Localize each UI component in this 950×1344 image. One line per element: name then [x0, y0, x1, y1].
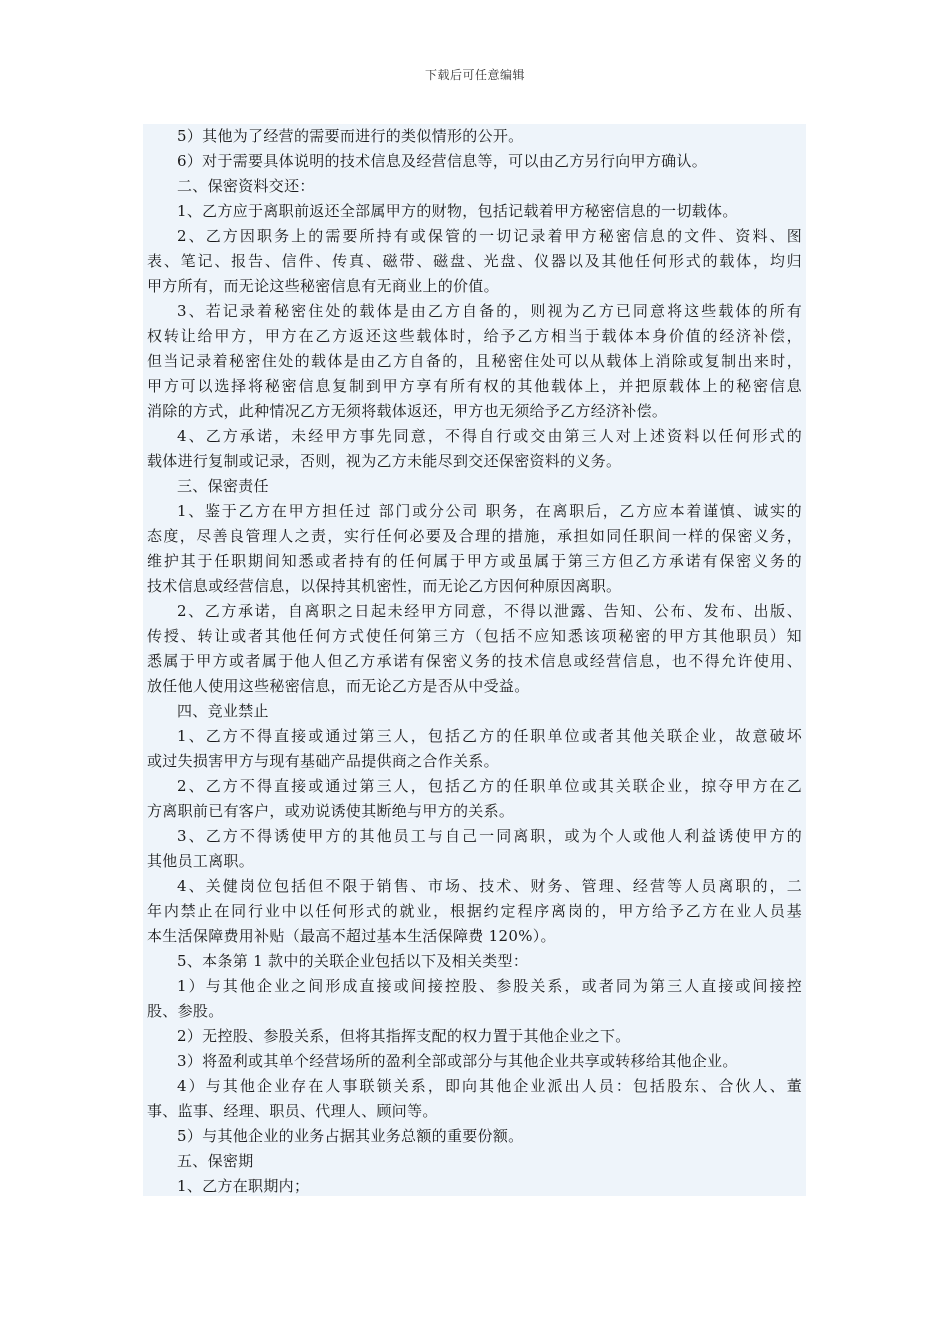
text-line: 5）与其他企业的业务占据其业务总额的重要份额。: [177, 1127, 524, 1145]
text-line: 本生活保障费用补贴（最高不超过基本生活保障费 120%）。: [147, 927, 556, 945]
text-line: 技术信息或经营信息，以保持其机密性，而无论乙方因何种原因离职。: [147, 577, 622, 595]
text-line: 悉属于甲方或者属于他人但乙方承诺有保密义务的技术信息或经营信息，也不得允许使用、: [147, 652, 802, 670]
text-line: 4、乙方承诺，未经甲方事先同意，不得自行或交由第三人对上述资料以任何形式的: [177, 427, 802, 445]
text-line: 1）与其他企业之间形成直接或间接控股、参股关系，或者同为第三人直接或间接控: [177, 977, 802, 995]
text-line: 传授、转让或者其他任何方式使任何第三方（包括不应知悉该项秘密的甲方其他职员）知: [147, 627, 802, 645]
text-line: 年内禁止在同行业中以任何形式的就业，根据约定程序离岗的，甲方给予乙方在业人员基: [147, 902, 802, 920]
text-line: 二、保密资料交还：: [177, 177, 315, 195]
text-line: 但当记录着秘密住处的载体是由乙方自备的，且秘密住处可以从载体上消除或复制出来时，: [147, 352, 802, 370]
text-line: 表、笔记、报告、信件、传真、磁带、磁盘、光盘、仪器以及其他任何形式的载体，均归: [147, 252, 802, 270]
text-line: 消除的方式，此种情况乙方无须将载体返还，甲方也无须给予乙方经济补偿。: [147, 402, 668, 420]
text-line: 甲方可以选择将秘密信息复制到甲方享有所有权的其他载体上，并把原载体上的秘密信息: [147, 377, 802, 395]
text-line: 3）将盈利或其单个经营场所的盈利全部或部分与其他企业共享或转移给其他企业。: [177, 1052, 738, 1070]
text-line: 事、监事、经理、职员、代理人、顾问等。: [147, 1102, 438, 1120]
text-line: 2、乙方不得直接或通过第三人，包括乙方的任职单位或其关联企业，掠夺甲方在乙: [177, 777, 802, 795]
text-line: 态度，尽善良管理人之责，实行任何必要及合理的措施，承担如同任职间一样的保密义务，: [147, 527, 802, 545]
text-line: 或过失损害甲方与现有基础产品提供商之合作关系。: [147, 752, 499, 770]
text-line: 三、保密责任: [177, 477, 269, 495]
text-line: 五、保密期: [177, 1152, 254, 1170]
text-line: 其他员工离职。: [147, 852, 255, 870]
text-line: 6）对于需要具体说明的技术信息及经营信息等，可以由乙方另行向甲方确认。: [177, 152, 708, 170]
text-line: 方离职前已有客户，或劝说诱使其断绝与甲方的关系。: [147, 802, 515, 820]
text-line: 载体进行复制或记录，否则，视为乙方未能尽到交还保密资料的义务。: [147, 452, 622, 470]
text-line: 1、乙方不得直接或通过第三人，包括乙方的任职单位或者其他关联企业，故意破坏: [177, 727, 802, 745]
text-line: 四、竞业禁止: [177, 702, 269, 720]
text-line: 4）与其他企业存在人事联锁关系，即向其他企业派出人员：包括股东、合伙人、董: [177, 1077, 802, 1095]
text-line: 2、乙方因职务上的需要所持有或保管的一切记录着甲方秘密信息的文件、资料、图: [177, 227, 802, 245]
document-body: [143, 124, 806, 1196]
text-line: 5）其他为了经营的需要而进行的类似情形的公开。: [177, 127, 524, 145]
text-line: 4、关健岗位包括但不限于销售、市场、技术、财务、管理、经营等人员离职的，二: [177, 877, 802, 895]
text-line: 3、若记录着秘密住处的载体是由乙方自备的，则视为乙方已同意将这些载体的所有: [177, 302, 802, 320]
text-line: 5、本条第 1 款中的关联企业包括以下及相关类型：: [177, 952, 529, 970]
page-header: 下载后可任意编辑: [424, 68, 525, 82]
text-line: 权转让给甲方，甲方在乙方返还这些载体时，给予乙方相当于载体本身价值的经济补偿，: [147, 327, 802, 345]
text-line: 股、参股。: [147, 1002, 224, 1020]
text-line: 维护其于任职期间知悉或者持有的任何属于甲方或虽属于第三方但乙方承诺有保密义务的: [147, 552, 802, 570]
text-line: 1、乙方在职期内；: [177, 1177, 310, 1195]
text-line: 放任他人使用这些秘密信息，而无论乙方是否从中受益。: [147, 677, 530, 695]
text-line: 1、乙方应于离职前返还全部属甲方的财物，包括记载着甲方秘密信息的一切载体。: [177, 202, 738, 220]
text-line: 3、乙方不得诱使甲方的其他员工与自己一同离职，或为个人或他人利益诱使甲方的: [177, 827, 802, 845]
text-line: 2）无控股、参股关系，但将其指挥支配的权力置于其他企业之下。: [177, 1027, 631, 1045]
text-line: 甲方所有，而无论这些秘密信息有无商业上的价值。: [147, 277, 499, 295]
text-line: 2、乙方承诺，自离职之日起未经甲方同意，不得以泄露、告知、公布、发布、出版、: [177, 602, 802, 620]
text-line: 1、鉴于乙方在甲方担任过 部门或分公司 职务，在离职后，乙方应本着谨慎、诚实的: [177, 502, 802, 520]
